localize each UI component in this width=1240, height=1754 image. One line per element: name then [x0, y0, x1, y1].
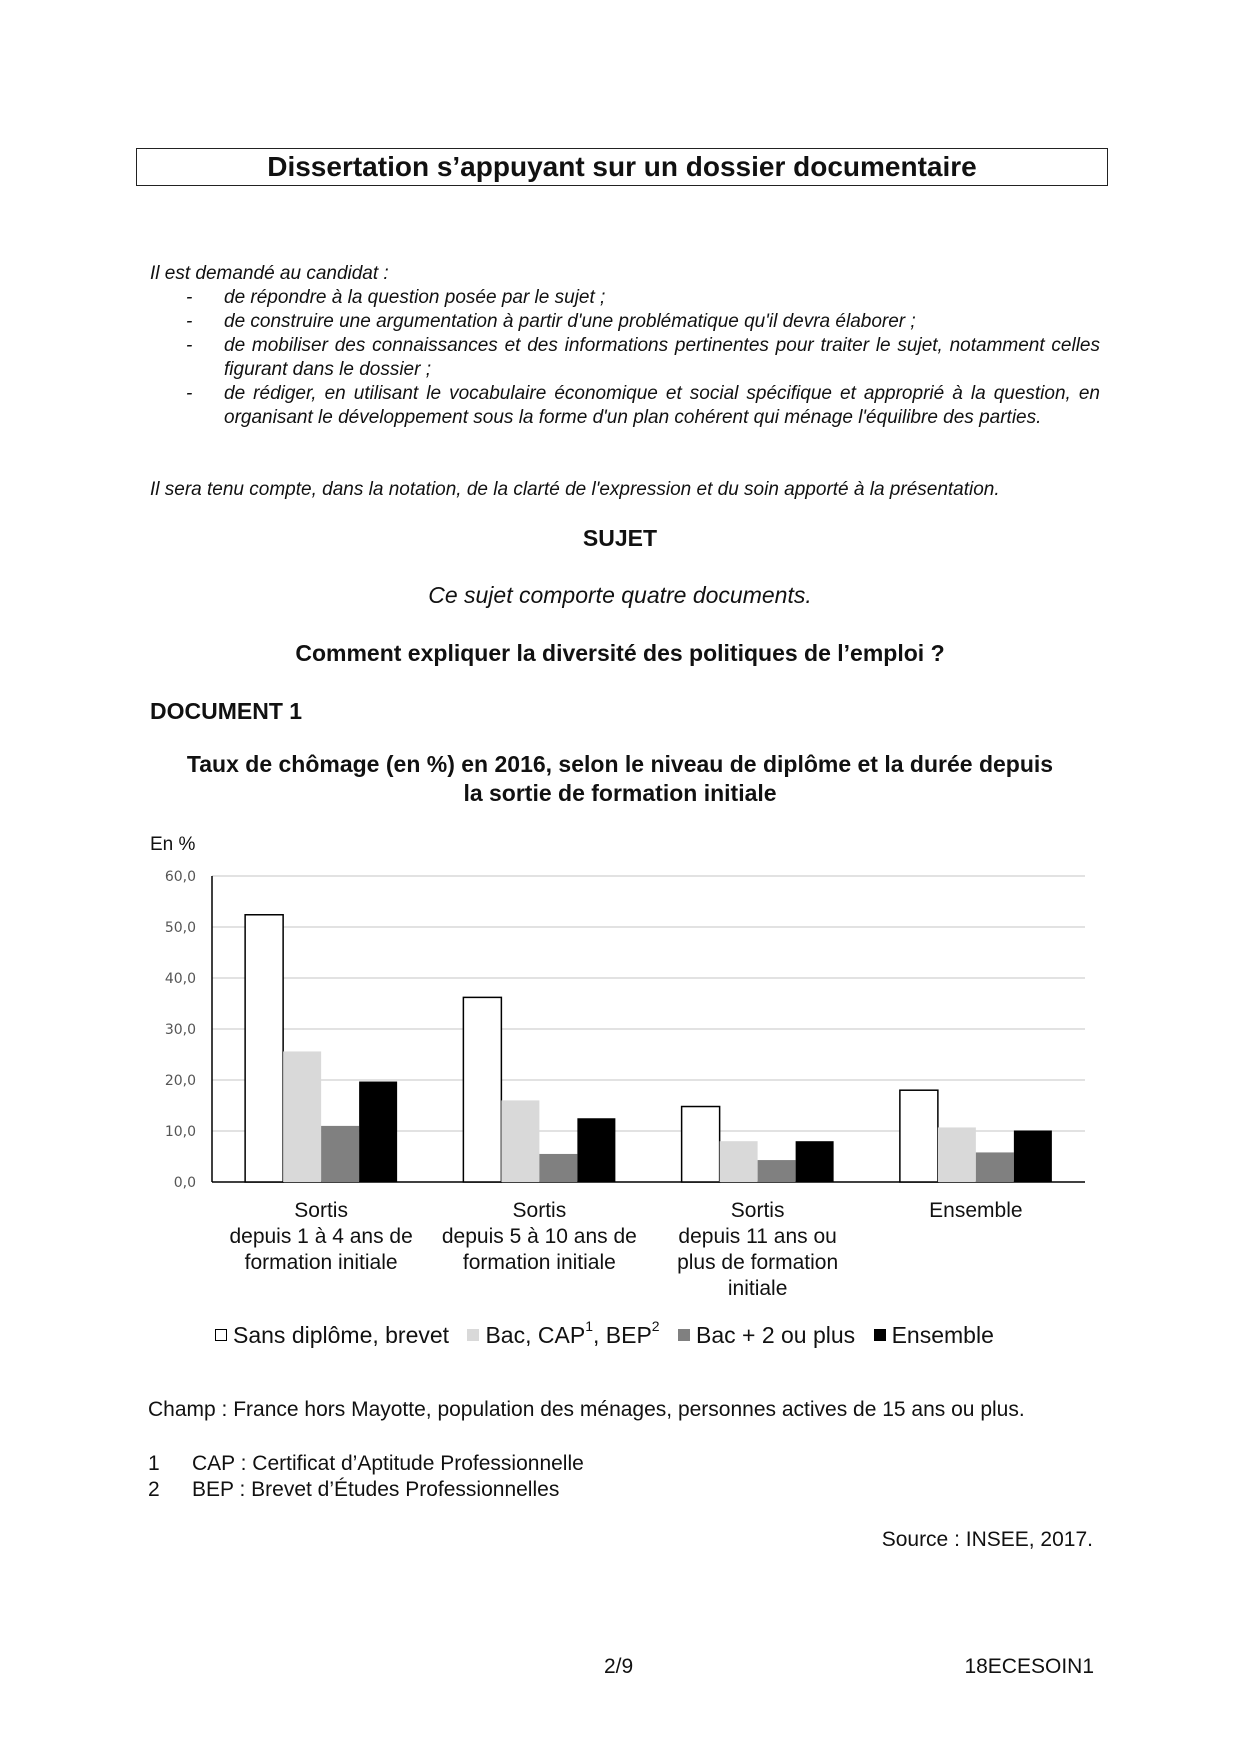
y-tick-label: 0,0 [173, 1175, 196, 1191]
x-category-label: plus de formation [677, 1251, 839, 1274]
y-tick-label: 40,0 [164, 971, 196, 987]
legend-item-bac-plus-2: Bac + 2 ou plus [678, 1322, 855, 1349]
footnote: 1 CAP : Certificat d’Aptitude Professionnelle [148, 1452, 584, 1475]
bar [359, 1082, 397, 1182]
bar [463, 997, 501, 1182]
page-title: Dissertation s’appuyant sur un dossier documentaire [136, 148, 1108, 186]
y-tick-label: 60,0 [164, 869, 196, 885]
bar [938, 1127, 976, 1182]
legend-item-bac-cap-bep: Bac, CAP$^1$, BEP$^2$ [467, 1322, 659, 1349]
x-category-label: formation initiale [462, 1251, 616, 1274]
x-category-label: initiale [727, 1277, 788, 1300]
bar [1014, 1130, 1052, 1182]
legend-item-sans-diplome: Sans diplôme, brevet [215, 1322, 449, 1349]
bar [321, 1126, 359, 1182]
sujet-heading: SUJET [582, 525, 658, 551]
x-category-label: depuis 11 ans ou [678, 1225, 837, 1248]
bar [501, 1100, 539, 1182]
grading-note: Il sera tenu compte, dans la notation, de la clarté de l'expression et du soin apporté à la présentation. [150, 479, 1000, 500]
x-category-label: Sortis [512, 1199, 567, 1222]
y-tick-label: 30,0 [164, 1022, 196, 1038]
footnote: 2 BEP : Brevet d’Études Professionnelles [148, 1478, 560, 1501]
document-code: 18ECESOIN1 [964, 1655, 1094, 1678]
x-category-label: depuis 5 à 10 ans de [441, 1225, 637, 1248]
bar [539, 1154, 577, 1182]
chart-legend [215, 1318, 1006, 1349]
sujet-question: Comment expliquer la diversité des politiques de l’emploi ? [295, 640, 945, 666]
x-category-label: formation initiale [244, 1251, 398, 1274]
bar [720, 1141, 758, 1182]
bar [283, 1051, 321, 1182]
y-tick-label: 20,0 [164, 1073, 196, 1089]
bar [245, 915, 283, 1182]
x-category-label: Sortis [730, 1199, 785, 1222]
instruction-item: - de rédiger, en utilisant le vocabulaire économique et social spécifique et approprié à la question, en organisant le développement sous la forme d'un plan cohérent qui ménage l'équilibre des parties. [186, 383, 1100, 428]
y-tick-label: 10,0 [164, 1124, 196, 1140]
bar [577, 1118, 615, 1182]
instruction-item: - de construire une argumentation à partir d'une problématique qu'il devra élaborer ; [186, 311, 916, 332]
bar [758, 1160, 796, 1182]
bar [900, 1090, 938, 1182]
instruction-item: - de mobiliser des connaissances et des informations pertinentes pour traiter le sujet, notamment celles figurant dans le dossier ; [186, 335, 1100, 380]
page-number: 2/9 [604, 1655, 634, 1678]
document-title: Taux de chômage (en %) en 2016, selon le niveau de diplôme et la durée depuis la sortie de formation initiale [186, 751, 1054, 806]
source-note: Source : INSEE, 2017. [881, 1528, 1093, 1551]
x-category-label: Ensemble [929, 1199, 1023, 1222]
bar [976, 1152, 1014, 1182]
bar [682, 1107, 720, 1182]
bar [796, 1141, 834, 1182]
instruction-item: - de répondre à la question posée par le sujet ; [186, 287, 606, 308]
sujet-subtitle: Ce sujet comporte quatre documents. [428, 582, 812, 608]
x-category-label: Sortis [294, 1199, 348, 1222]
champ-note: Champ : France hors Mayotte, population des ménages, personnes actives de 15 ans ou plus. [148, 1398, 1025, 1421]
legend-item-ensemble: Ensemble [874, 1322, 994, 1349]
instructions-intro: Il est demandé au candidat : [150, 263, 389, 284]
y-tick-label: 50,0 [164, 920, 196, 936]
x-category-label: depuis 1 à 4 ans de [229, 1225, 413, 1248]
chart-unit: En % [150, 834, 196, 855]
document-label: DOCUMENT 1 [150, 698, 303, 724]
